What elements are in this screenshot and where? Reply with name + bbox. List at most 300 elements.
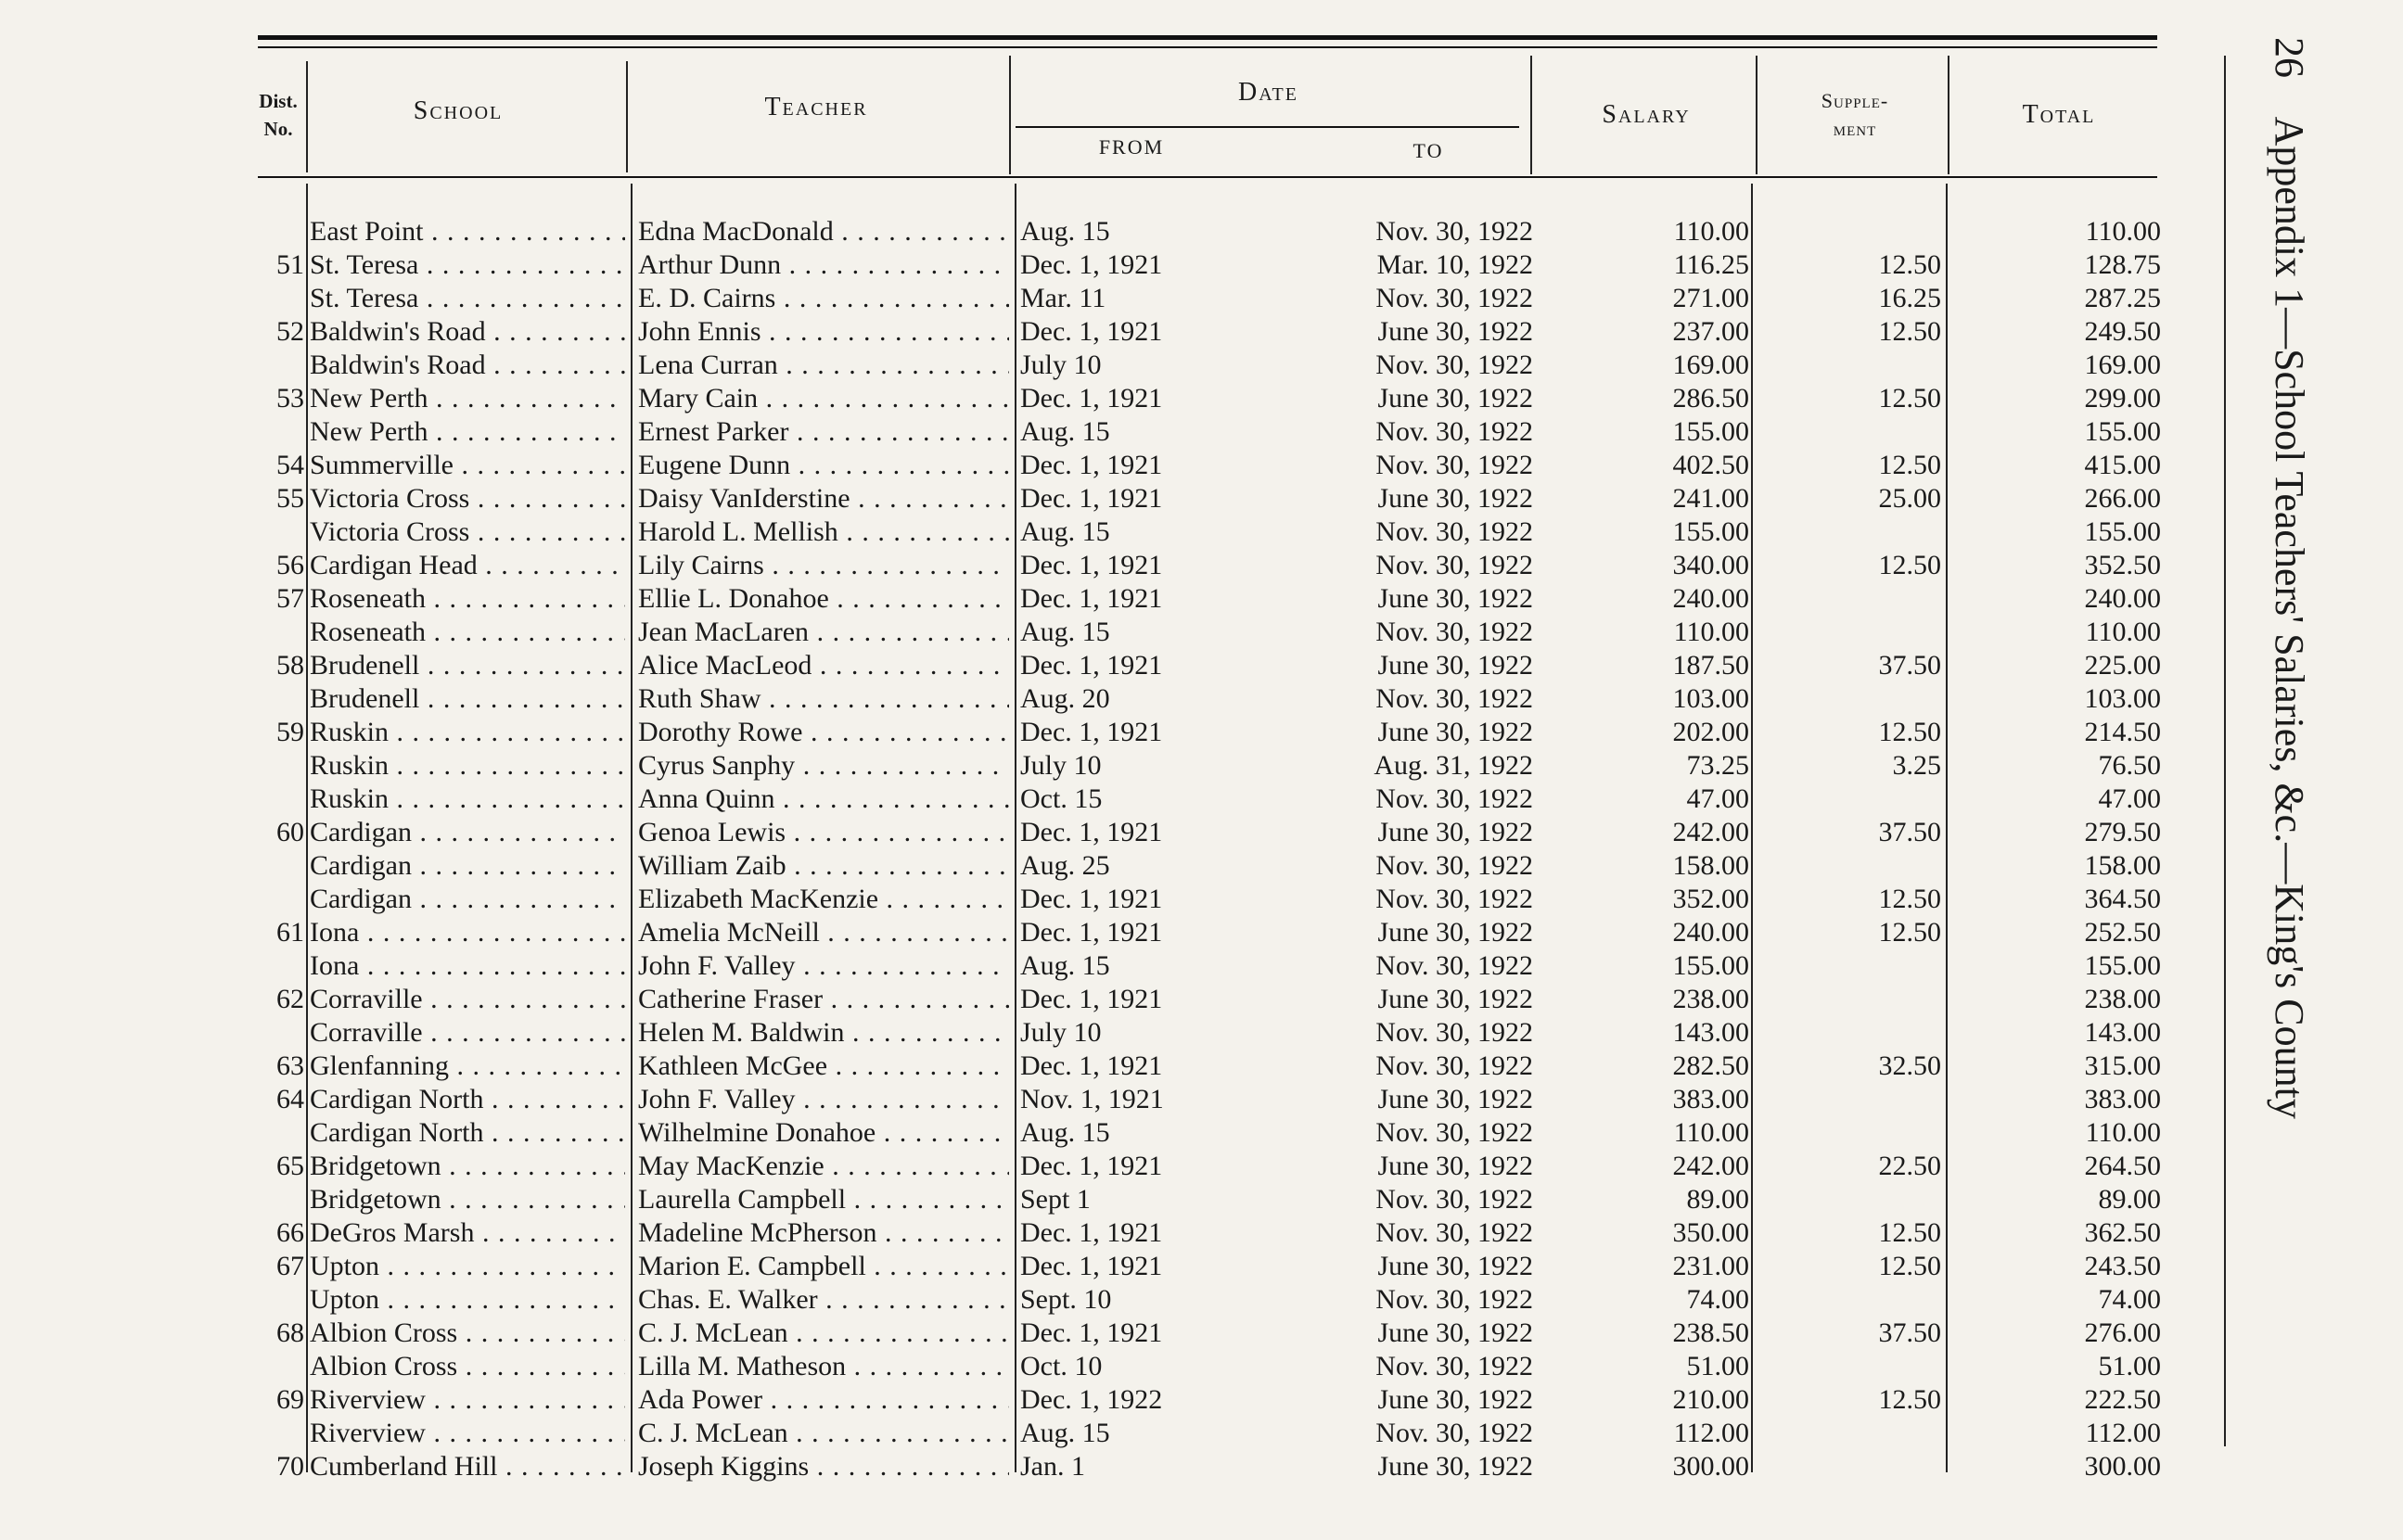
table-row	[0, 1317, 2226, 1350]
date-to: June 30, 1922	[1377, 1451, 1533, 1482]
teacher-name: Alice MacLeod . . .	[638, 649, 1009, 682]
total-value: 225.00	[2084, 650, 2161, 681]
total-value: 299.00	[2084, 383, 2161, 414]
table-row	[0, 749, 2226, 783]
supplement-value: 12.50	[1878, 884, 1941, 914]
col-sep	[306, 61, 308, 172]
total-value: 89.00	[2098, 1184, 2161, 1215]
teacher-name: Chas. E. Walker . . .	[638, 1283, 1009, 1317]
date-to: Nov. 30, 1922	[1375, 683, 1533, 714]
table-row	[0, 649, 2226, 682]
table-row	[0, 1083, 2226, 1116]
date-from: Dec. 1, 1921	[1020, 817, 1163, 847]
teacher-name: Ada Power . . .	[638, 1383, 1009, 1417]
date-to: June 30, 1922	[1377, 984, 1533, 1014]
date-from: Dec. 1, 1921	[1020, 383, 1163, 414]
date-to: June 30, 1922	[1377, 917, 1533, 948]
table-row	[0, 1216, 2226, 1250]
salary-value: 286.50	[1672, 383, 1749, 414]
date-from: Aug. 15	[1020, 416, 1110, 447]
table-row	[0, 549, 2226, 582]
salary-value: 271.00	[1672, 283, 1749, 313]
salary-value: 282.50	[1672, 1050, 1749, 1081]
date-from: Aug. 15	[1020, 516, 1110, 547]
date-to: Nov. 30, 1922	[1375, 350, 1533, 380]
supplement-value: 12.50	[1878, 249, 1941, 280]
date-from: Dec. 1, 1922	[1020, 1384, 1163, 1415]
teacher-name: C. J. McLean . . .	[638, 1317, 1009, 1350]
school-name: Corraville . . .	[310, 1016, 625, 1050]
teacher-name: Eugene Dunn . . .	[638, 449, 1009, 482]
school-name: Albion Cross . . .	[310, 1317, 625, 1350]
salary-value: 155.00	[1672, 416, 1749, 447]
school-name: Glenfanning . . .	[310, 1050, 625, 1083]
teacher-name: E. D. Cairns . . .	[638, 282, 1009, 315]
dist-number: 66	[276, 1217, 304, 1248]
supplement-header	[1762, 87, 1948, 143]
table-row	[0, 949, 2226, 983]
school-name: Victoria Cross . . .	[310, 515, 625, 549]
teacher-name: Lena Curran . . .	[638, 349, 1009, 382]
teacher-name: May MacKenzie . . .	[638, 1150, 1009, 1183]
school-name: Cardigan Head . . .	[310, 549, 625, 582]
teacher-name: Amelia McNeill . . .	[638, 916, 1009, 949]
teacher-name: Dorothy Rowe . . .	[638, 716, 1009, 749]
date-to: June 30, 1922	[1377, 650, 1533, 681]
school-name: Cardigan . . .	[310, 883, 625, 916]
teacher-name: Wilhelmine Donahoe . . .	[638, 1116, 1009, 1150]
table-row	[0, 515, 2226, 549]
table-row	[0, 983, 2226, 1016]
table-row	[0, 916, 2226, 949]
teacher-name: Catherine Fraser . . .	[638, 983, 1009, 1016]
date-from: Dec. 1, 1921	[1020, 1217, 1163, 1248]
salary-value: 74.00	[1686, 1284, 1749, 1315]
date-from: Dec. 1, 1921	[1020, 1151, 1163, 1181]
school-name: Cardigan . . .	[310, 849, 625, 883]
dist-number: 54	[276, 450, 304, 480]
total-value: 249.50	[2084, 316, 2161, 347]
date-from: July 10	[1020, 350, 1102, 380]
salary-value: 240.00	[1672, 917, 1749, 948]
school-name: Summerville . . .	[310, 449, 625, 482]
school-name: Riverview . . .	[310, 1417, 625, 1450]
date-from: Jan. 1	[1020, 1451, 1085, 1482]
teacher-name: William Zaib . . .	[638, 849, 1009, 883]
date-to: June 30, 1922	[1377, 1251, 1533, 1281]
table-row	[0, 282, 2226, 315]
date-to: June 30, 1922	[1377, 383, 1533, 414]
total-value: 155.00	[2084, 950, 2161, 981]
top-thin-rule	[258, 46, 2157, 48]
school-name: Baldwin's Road . . .	[310, 315, 625, 349]
col-sep	[1530, 56, 1532, 174]
teacher-name: Genoa Lewis . . .	[638, 816, 1009, 849]
school-name: Victoria Cross . . .	[310, 482, 625, 515]
date-to: Aug. 31, 1922	[1374, 750, 1533, 781]
school-name: Brudenell . . .	[310, 649, 625, 682]
date-to: June 30, 1922	[1377, 316, 1533, 347]
teacher-name: John F. Valley . . .	[638, 1083, 1009, 1116]
supplement-value: 12.50	[1878, 717, 1941, 747]
total-value: 300.00	[2084, 1451, 2161, 1482]
salary-value: 383.00	[1672, 1084, 1749, 1114]
table-row	[0, 616, 2226, 649]
salary-value: 110.00	[1673, 216, 1749, 247]
table-row	[0, 1383, 2226, 1417]
dist-number: 53	[276, 383, 304, 414]
total-value: 51.00	[2098, 1351, 2161, 1381]
dist-number: 64	[276, 1084, 304, 1114]
supplement-value: 37.50	[1878, 650, 1941, 681]
salary-value: 238.50	[1672, 1317, 1749, 1348]
salary-value: 155.00	[1672, 950, 1749, 981]
salary-value: 47.00	[1686, 783, 1749, 814]
school-name: Ruskin . . .	[310, 783, 625, 816]
dist-number: 56	[276, 550, 304, 580]
teacher-name: Cyrus Sanphy . . .	[638, 749, 1009, 783]
dist-no-header	[256, 87, 300, 143]
table-row	[0, 248, 2226, 282]
date-to: Nov. 30, 1922	[1375, 850, 1533, 881]
dist-number: 58	[276, 650, 304, 681]
teacher-name: Lilla M. Matheson . . .	[638, 1350, 1009, 1383]
date-from: Aug. 20	[1020, 683, 1110, 714]
salary-value: 240.00	[1672, 583, 1749, 614]
total-value: 112.00	[2085, 1418, 2161, 1448]
dist-number: 63	[276, 1050, 304, 1081]
date-to: June 30, 1922	[1377, 1151, 1533, 1181]
supplement-value: 12.50	[1878, 450, 1941, 480]
teacher-name: Helen M. Baldwin . . .	[638, 1016, 1009, 1050]
supplement-value: 25.00	[1878, 483, 1941, 514]
teacher-name: Kathleen McGee . . .	[638, 1050, 1009, 1083]
school-name: Iona . . .	[310, 916, 625, 949]
teacher-name: Ruth Shaw . . .	[638, 682, 1009, 716]
table-row	[0, 1150, 2226, 1183]
total-value: 252.50	[2084, 917, 2161, 948]
date-to: Nov. 30, 1922	[1375, 884, 1533, 914]
date-header: Date	[1238, 78, 1298, 107]
date-to-header: TO	[1412, 139, 1444, 162]
date-from: Mar. 11	[1020, 283, 1106, 313]
supplement-header-line1: Supple-	[1821, 89, 1889, 112]
date-to: June 30, 1922	[1377, 1384, 1533, 1415]
total-value: 76.50	[2098, 750, 2161, 781]
date-to: June 30, 1922	[1377, 717, 1533, 747]
date-to: Mar. 10, 1922	[1376, 249, 1533, 280]
total-value: 287.25	[2084, 283, 2161, 313]
date-from: Dec. 1, 1921	[1020, 1050, 1163, 1081]
table-row	[0, 482, 2226, 515]
teacher-name: Laurella Campbell . . .	[638, 1183, 1009, 1216]
date-to: Nov. 30, 1922	[1375, 1050, 1533, 1081]
table-row	[0, 1116, 2226, 1150]
total-value: 155.00	[2084, 516, 2161, 547]
teacher-name: Ernest Parker . . .	[638, 415, 1009, 449]
school-name: Upton . . .	[310, 1250, 625, 1283]
salary-value: 110.00	[1673, 1117, 1749, 1148]
total-header: Total	[2022, 100, 2096, 129]
salary-value: 112.00	[1673, 1418, 1749, 1448]
salary-value: 340.00	[1672, 550, 1749, 580]
table-row	[0, 1450, 2226, 1483]
running-head-vertical	[2261, 37, 2317, 1483]
salary-value: 300.00	[1672, 1451, 1749, 1482]
date-to: Nov. 30, 1922	[1375, 1184, 1533, 1215]
col-sep	[1009, 56, 1011, 174]
total-value: 240.00	[2084, 583, 2161, 614]
teacher-name: Daisy VanIderstine . . .	[638, 482, 1009, 515]
date-from: Sept 1	[1020, 1184, 1091, 1215]
supplement-value: 22.50	[1878, 1151, 1941, 1181]
total-value: 169.00	[2084, 350, 2161, 380]
supplement-value: 12.50	[1878, 1384, 1941, 1415]
date-from: Aug. 15	[1020, 1117, 1110, 1148]
school-name: Baldwin's Road . . .	[310, 349, 625, 382]
teacher-name: Madeline McPherson . . .	[638, 1216, 1009, 1250]
teacher-header: Teacher	[764, 93, 868, 121]
dist-number: 51	[276, 249, 304, 280]
dist-number: 65	[276, 1151, 304, 1181]
supplement-value: 12.50	[1878, 917, 1941, 948]
salary-value: 116.25	[1673, 249, 1749, 280]
school-name: East Point . . .	[310, 215, 625, 248]
table-row	[0, 849, 2226, 883]
salary-value: 231.00	[1672, 1251, 1749, 1281]
date-to: Nov. 30, 1922	[1375, 617, 1533, 647]
teacher-name: Lily Cairns . . .	[638, 549, 1009, 582]
supplement-value: 12.50	[1878, 316, 1941, 347]
total-value: 110.00	[2085, 1117, 2161, 1148]
table-row	[0, 1050, 2226, 1083]
school-name: Brudenell . . .	[310, 682, 625, 716]
date-to: June 30, 1922	[1377, 1317, 1533, 1348]
total-value: 214.50	[2084, 717, 2161, 747]
supplement-value: 32.50	[1878, 1050, 1941, 1081]
total-value: 276.00	[2084, 1317, 2161, 1348]
supplement-value: 12.50	[1878, 1251, 1941, 1281]
date-to: Nov. 30, 1922	[1375, 1284, 1533, 1315]
total-value: 238.00	[2084, 984, 2161, 1014]
date-to: Nov. 30, 1922	[1375, 1017, 1533, 1048]
salary-value: 143.00	[1672, 1017, 1749, 1048]
date-from: Aug. 25	[1020, 850, 1110, 881]
date-to: Nov. 30, 1922	[1375, 450, 1533, 480]
table-row	[0, 1417, 2226, 1450]
dist-number: 61	[276, 917, 304, 948]
date-from: Nov. 1, 1921	[1020, 1084, 1164, 1114]
total-value: 364.50	[2084, 884, 2161, 914]
school-name: Ruskin . . .	[310, 749, 625, 783]
school-name: Cumberland Hill . . .	[310, 1450, 625, 1483]
dist-number: 59	[276, 717, 304, 747]
date-to: June 30, 1922	[1377, 483, 1533, 514]
no-header-label: No.	[263, 118, 293, 140]
date-from: July 10	[1020, 750, 1102, 781]
school-name: Roseneath . . .	[310, 616, 625, 649]
date-from: Dec. 1, 1921	[1020, 450, 1163, 480]
dist-number: 57	[276, 583, 304, 614]
total-value: 74.00	[2098, 1284, 2161, 1315]
table-row	[0, 349, 2226, 382]
teacher-name: Elizabeth MacKenzie . . .	[638, 883, 1009, 916]
teacher-name: Anna Quinn . . .	[638, 783, 1009, 816]
date-to: June 30, 1922	[1377, 583, 1533, 614]
salary-value: 103.00	[1672, 683, 1749, 714]
total-value: 222.50	[2084, 1384, 2161, 1415]
school-name: Bridgetown . . .	[310, 1183, 625, 1216]
salary-value: 202.00	[1672, 717, 1749, 747]
running-head-text: Appendix 1—School Teachers' Salaries, &c.—King's County	[2267, 116, 2312, 1119]
school-name: Iona . . .	[310, 949, 625, 983]
dist-number: 69	[276, 1384, 304, 1415]
dist-number: 68	[276, 1317, 304, 1348]
table-row	[0, 783, 2226, 816]
date-from: Dec. 1, 1921	[1020, 1251, 1163, 1281]
total-value: 315.00	[2084, 1050, 2161, 1081]
date-from: Aug. 15	[1020, 950, 1110, 981]
total-value: 415.00	[2084, 450, 2161, 480]
table-row	[0, 816, 2226, 849]
school-name: Ruskin . . .	[310, 716, 625, 749]
total-value: 158.00	[2084, 850, 2161, 881]
school-name: Riverview . . .	[310, 1383, 625, 1417]
total-value: 143.00	[2084, 1017, 2161, 1048]
school-name: St. Teresa . . .	[310, 282, 625, 315]
school-name: Cardigan North . . .	[310, 1116, 625, 1150]
date-to: Nov. 30, 1922	[1375, 516, 1533, 547]
table-row	[0, 883, 2226, 916]
salary-value: 241.00	[1672, 483, 1749, 514]
supplement-value: 16.25	[1878, 283, 1941, 313]
date-to: Nov. 30, 1922	[1375, 416, 1533, 447]
total-value: 352.50	[2084, 550, 2161, 580]
school-name: New Perth . . .	[310, 382, 625, 415]
total-value: 243.50	[2084, 1251, 2161, 1281]
salary-value: 155.00	[1672, 516, 1749, 547]
salary-value: 89.00	[1686, 1184, 1749, 1215]
col-sep	[626, 61, 628, 172]
supplement-value: 12.50	[1878, 383, 1941, 414]
school-name: Albion Cross . . .	[310, 1350, 625, 1383]
date-from: Oct. 10	[1020, 1351, 1103, 1381]
date-from: Aug. 15	[1020, 216, 1110, 247]
school-name: Roseneath . . .	[310, 582, 625, 616]
teacher-name: John F. Valley . . .	[638, 949, 1009, 983]
teacher-name: Mary Cain . . .	[638, 382, 1009, 415]
table-row	[0, 1183, 2226, 1216]
total-value: 383.00	[2084, 1084, 2161, 1114]
salary-value: 169.00	[1672, 350, 1749, 380]
table-row	[0, 1350, 2226, 1383]
date-from: Oct. 15	[1020, 783, 1103, 814]
table-row	[0, 449, 2226, 482]
date-from: Dec. 1, 1921	[1020, 483, 1163, 514]
table-row	[0, 382, 2226, 415]
supplement-value: 12.50	[1878, 550, 1941, 580]
salary-value: 51.00	[1686, 1351, 1749, 1381]
date-to: Nov. 30, 1922	[1375, 216, 1533, 247]
total-value: 264.50	[2084, 1151, 2161, 1181]
supplement-value: 37.50	[1878, 817, 1941, 847]
date-from: Dec. 1, 1921	[1020, 249, 1163, 280]
date-to: Nov. 30, 1922	[1375, 950, 1533, 981]
date-header-divider	[1016, 126, 1519, 128]
salary-header: Salary	[1602, 100, 1691, 129]
dist-number: 67	[276, 1251, 304, 1281]
school-name: Cardigan North . . .	[310, 1083, 625, 1116]
salary-value: 350.00	[1672, 1217, 1749, 1248]
date-from: Dec. 1, 1921	[1020, 583, 1163, 614]
table-row	[0, 1250, 2226, 1283]
salary-value: 187.50	[1672, 650, 1749, 681]
date-from: Dec. 1, 1921	[1020, 1317, 1163, 1348]
date-to: Nov. 30, 1922	[1375, 1217, 1533, 1248]
date-to: Nov. 30, 1922	[1375, 1351, 1533, 1381]
salary-value: 210.00	[1672, 1384, 1749, 1415]
school-header: School	[413, 96, 504, 125]
side-margin-rule	[2224, 56, 2226, 1446]
date-from: Dec. 1, 1921	[1020, 316, 1163, 347]
date-to: Nov. 30, 1922	[1375, 783, 1533, 814]
salary-value: 158.00	[1672, 850, 1749, 881]
date-to: June 30, 1922	[1377, 817, 1533, 847]
salary-value: 238.00	[1672, 984, 1749, 1014]
header-bottom-rule	[258, 176, 2157, 178]
total-value: 128.75	[2084, 249, 2161, 280]
salary-value: 352.00	[1672, 884, 1749, 914]
school-name: Cardigan . . .	[310, 816, 625, 849]
dist-number: 52	[276, 316, 304, 347]
school-name: Bridgetown . . .	[310, 1150, 625, 1183]
total-value: 103.00	[2084, 683, 2161, 714]
salary-value: 242.00	[1672, 1151, 1749, 1181]
teacher-name: Harold L. Mellish . . .	[638, 515, 1009, 549]
date-from: Sept. 10	[1020, 1284, 1112, 1315]
dist-number: 55	[276, 483, 304, 514]
table-row	[0, 716, 2226, 749]
col-sep	[1948, 56, 1949, 174]
table-row	[0, 1016, 2226, 1050]
dist-number: 70	[276, 1451, 304, 1482]
supplement-value: 12.50	[1878, 1217, 1941, 1248]
school-name: Corraville . . .	[310, 983, 625, 1016]
date-from: Aug. 15	[1020, 617, 1110, 647]
salary-value: 110.00	[1673, 617, 1749, 647]
teacher-name: Jean MacLaren . . .	[638, 616, 1009, 649]
table-row	[0, 415, 2226, 449]
date-to: Nov. 30, 1922	[1375, 1418, 1533, 1448]
date-to: June 30, 1922	[1377, 1084, 1533, 1114]
salary-table-body	[0, 215, 2226, 1483]
table-row	[0, 215, 2226, 248]
total-value: 47.00	[2098, 783, 2161, 814]
total-value: 110.00	[2085, 216, 2161, 247]
total-value: 362.50	[2084, 1217, 2161, 1248]
total-value: 155.00	[2084, 416, 2161, 447]
school-name: DeGros Marsh . . .	[310, 1216, 625, 1250]
teacher-name: C. J. McLean . . .	[638, 1417, 1009, 1450]
dist-header-label: Dist.	[259, 90, 298, 112]
salary-value: 242.00	[1672, 817, 1749, 847]
page-number: 26	[2267, 37, 2312, 78]
supplement-header-line2: ment	[1833, 117, 1877, 140]
date-to: Nov. 30, 1922	[1375, 1117, 1533, 1148]
date-from: Dec. 1, 1921	[1020, 884, 1163, 914]
total-value: 279.50	[2084, 817, 2161, 847]
school-name: Upton . . .	[310, 1283, 625, 1317]
